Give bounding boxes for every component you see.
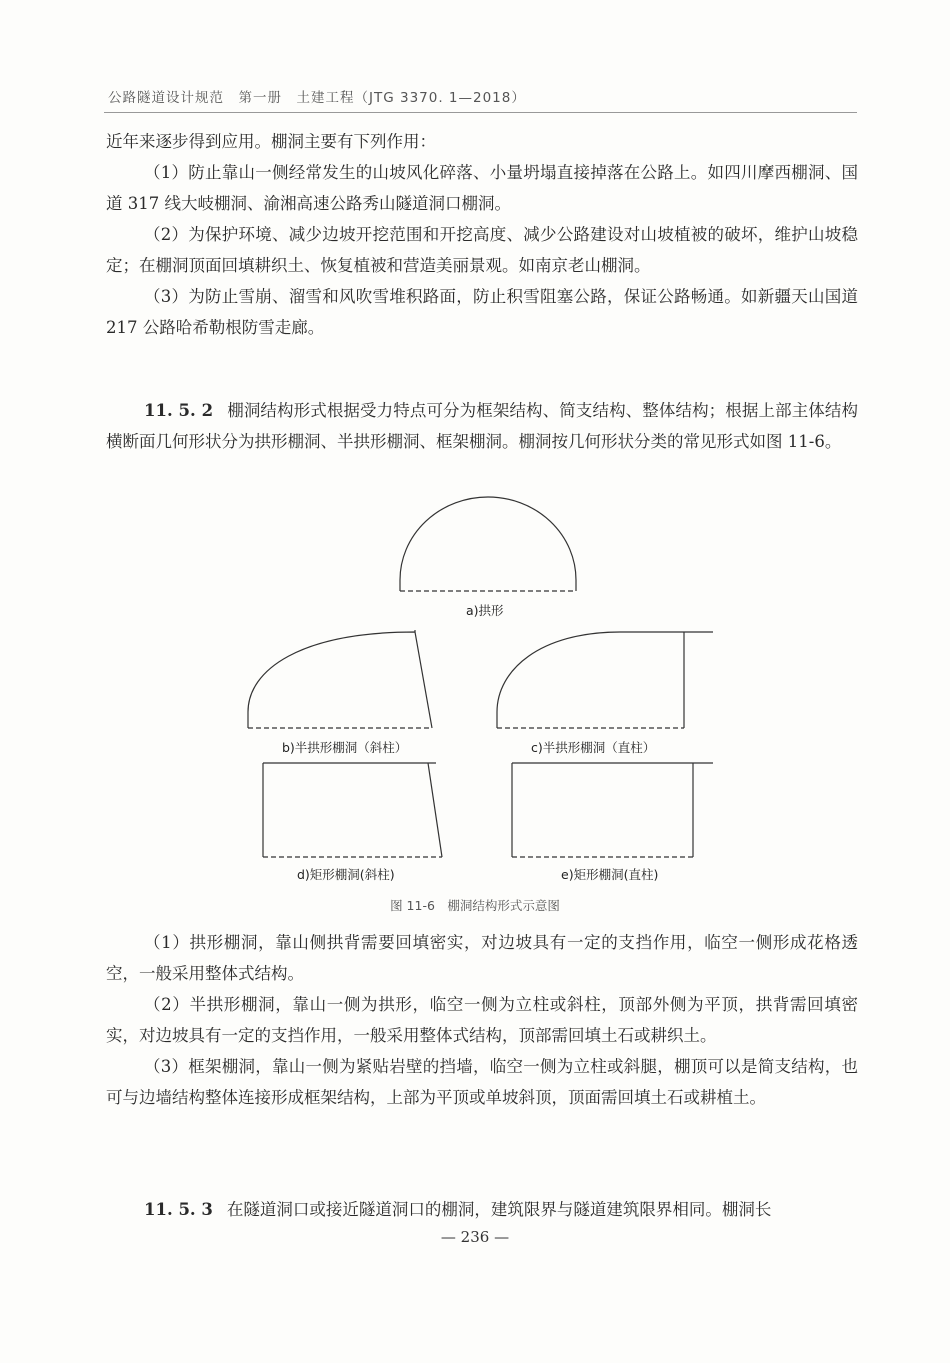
clause-text: 在隧道洞口或接近隧道洞口的棚洞，建筑限界与隧道建筑限界相同。棚洞长	[226, 1200, 772, 1219]
arch-outline	[400, 497, 576, 591]
detail-item-3: （3）框架棚洞，靠山一侧为紧贴岩壁的挡墙，临空一侧为立柱或斜腿，棚顶可以是简支结构，也可与边墙结构整体连接形成框架结构，上部为平顶或单坡斜顶，顶面需回填土石或耕植土。	[106, 1057, 858, 1107]
clause-number: 11. 5. 3	[144, 1200, 213, 1219]
clause-11-5-2	[106, 395, 858, 457]
figure-label-d: d)矩形棚洞(斜柱)	[297, 867, 395, 882]
half-arch-vertical-outline	[497, 632, 713, 728]
header-rule	[104, 112, 857, 113]
detail-item-1: （1）拱形棚洞，靠山侧拱背需要回填密实，对边坡具有一定的支挡作用，临空一侧形成花格透空，一般采用整体式结构。	[106, 933, 858, 983]
details-block	[106, 927, 858, 1113]
figure-label-b: b)半拱形棚洞（斜柱）	[282, 740, 408, 755]
running-header: 公路隧道设计规范 第一册 土建工程（JTG 3370. 1—2018）	[108, 90, 526, 106]
clause-text: 棚洞结构形式根据受力特点可分为框架结构、简支结构、整体结构；根据上部主体结构横断面几何形状分为拱形棚洞、半拱形棚洞、框架棚洞。棚洞按几何形状分类的常见形式如图 11-6。	[106, 401, 858, 451]
detail-item-2: （2）半拱形棚洞，靠山一侧为拱形，临空一侧为立柱或斜柱，顶部外侧为平顶，拱背需回填密实，对边坡具有一定的支挡作用，一般采用整体式结构，顶部需回填土石或耕织土。	[106, 995, 858, 1045]
figure-caption: 图 11-6 棚洞结构形式示意图	[390, 898, 560, 913]
intro-line: 近年来逐步得到应用。棚洞主要有下列作用：	[106, 132, 436, 151]
half-arch-slanted-outline	[248, 632, 432, 728]
figure-label-e: e)矩形棚洞(直柱)	[561, 867, 659, 882]
clause-number: 11. 5. 2	[144, 401, 214, 420]
page-number: — 236 —	[440, 1228, 510, 1246]
intro-item-2: （2）为保护环境、减少边坡开挖范围和开挖高度、减少公路建设对山坡植被的破坏，维护山坡稳定；在棚洞顶面回填耕织土、恢复植被和营造美丽景观。如南京老山棚洞。	[106, 225, 858, 275]
figure-label-a: a)拱形	[466, 603, 504, 618]
intro-item-3: （3）为防止雪崩、溜雪和风吹雪堆积路面，防止积雪阻塞公路，保证公路畅通。如新疆天山国道 217 公路哈希勒根防雪走廊。	[106, 287, 858, 337]
rect-slanted-column	[428, 763, 442, 857]
intro-item-1: （1）防止靠山一侧经常发生的山坡风化碎落、小量坍塌直接掉落在公路上。如四川摩西棚洞、国道 317 线大岐棚洞、渝湘高速公路秀山隧道洞口棚洞。	[106, 163, 858, 213]
figure-label-c: c)半拱形棚洞（直柱）	[531, 740, 656, 755]
clause-11-5-3	[106, 1194, 858, 1225]
intro-block	[106, 126, 858, 343]
